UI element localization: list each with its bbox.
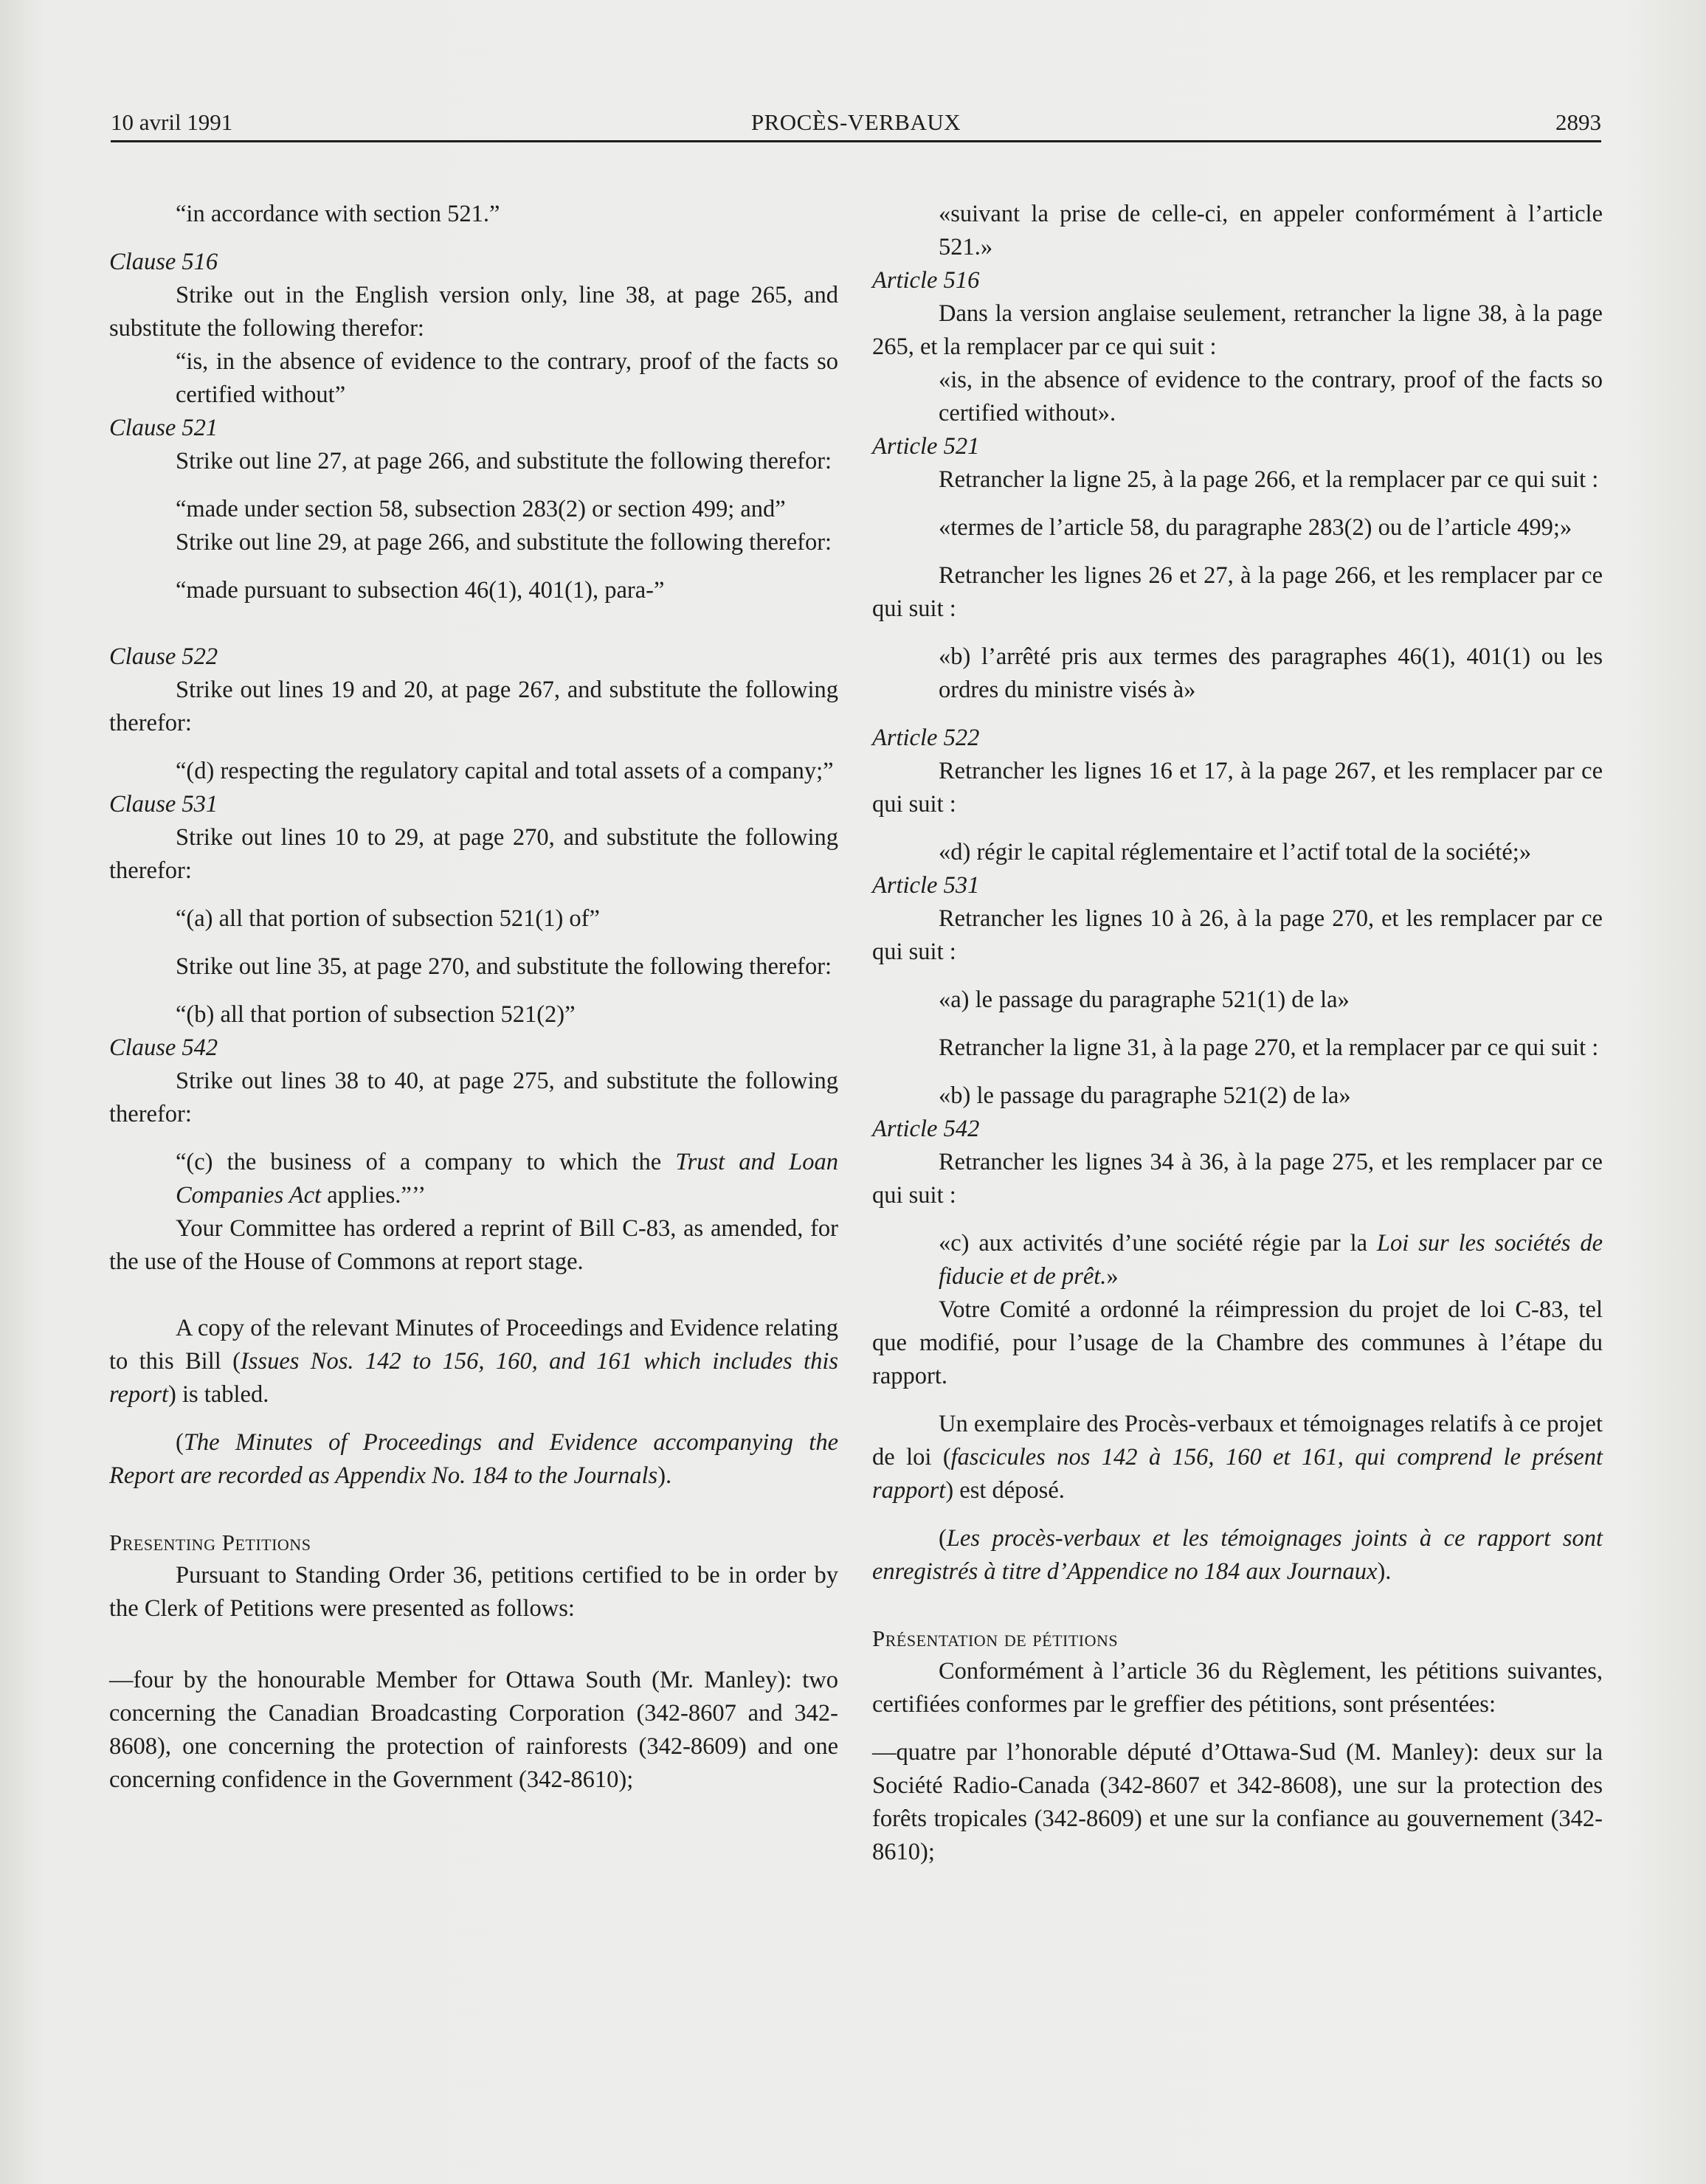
header-date: 10 avril 1991 [111, 109, 233, 135]
page-number: 2893 [1555, 109, 1601, 135]
clause-heading: Clause 542 [109, 1034, 218, 1061]
paragraph: Retrancher la ligne 25, à la page 266, et la remplacer par ce qui suit : [939, 466, 1599, 493]
paragraph: Conformément à l’article 36 du Règlement, les pétitions suivantes, certifiées conformes par le greffier des pétitions, sont présentées: [872, 1658, 1603, 1718]
clause-heading: Article 531 [872, 872, 980, 899]
paragraph: Strike out line 29, at page 266, and substitute the following therefor: [176, 529, 832, 556]
french-column [872, 198, 1603, 1869]
quote-text: «a) le passage du paragraphe 521(1) de la» [939, 986, 1350, 1013]
english-column [109, 198, 838, 1797]
quote-text: “(a) all that portion of subsection 521(1) of” [176, 905, 600, 932]
clause-heading: Clause 521 [109, 415, 218, 441]
paragraph: Strike out lines 10 to 29, at page 270, and substitute the following therefor: [109, 824, 838, 884]
paragraph: Retrancher la ligne 31, à la page 270, et la remplacer par ce qui suit : [939, 1034, 1599, 1061]
clause-heading: Article 542 [872, 1116, 980, 1142]
paragraph: Retrancher les lignes 34 à 36, à la page 275, et les remplacer par ce qui suit : [872, 1149, 1603, 1209]
paragraph: Strike out line 35, at page 270, and substitute the following therefor: [176, 953, 832, 980]
clause-heading: Article 521 [872, 433, 980, 460]
paragraph: A copy of the relevant Minutes of Proceedings and Evidence relating to this Bill (Issues Nos. 142 to 156, 160, and 161 which includes this report) is tabled. [109, 1315, 838, 1408]
quote-text: «suivant la prise de celle-ci, en appeler conformément à l’article 521.» [939, 201, 1603, 260]
paragraph: Retrancher les lignes 10 à 26, à la page 270, et les remplacer par ce qui suit : [872, 905, 1603, 965]
paragraph: Dans la version anglaise seulement, retrancher la ligne 38, à la page 265, et la remplacer par ce qui suit : [872, 300, 1603, 360]
clause-heading: Clause 516 [109, 249, 218, 275]
petition-item: —four by the honourable Member for Ottawa South (Mr. Manley): two concerning the Canadian Broadcasting Corporation (342-8607 and 342-8608), one concerning the protection of rainforests (342-8609) and one concerning confidence in the Government (342-8610); [109, 1667, 838, 1793]
paragraph: Your Committee has ordered a reprint of Bill C-83, as amended, for the use of the House of Commons at report stage. [109, 1215, 838, 1275]
quote-text: «b) le passage du paragraphe 521(2) de la» [939, 1082, 1351, 1109]
paragraph: (Les procès-verbaux et les témoignages joints à ce rapport sont enregistrés à titre d’Appendice no 184 aux Journaux). [872, 1525, 1603, 1585]
quote-text: “made pursuant to subsection 46(1), 401(1), para-” [176, 577, 665, 604]
page-header [111, 103, 1601, 142]
quote-text: «is, in the absence of evidence to the contrary, proof of the facts so certified without». [939, 367, 1603, 426]
petition-item: —quatre par l’honorable député d’Ottawa-Sud (M. Manley): deux sur la Société Radio-Canada (342-8607 et 342-8608), une sur la protection des forêts tropicales (342-8609) et une sur la confiance au gouvernement (342-8610); [872, 1739, 1603, 1865]
paragraph: Retrancher les lignes 16 et 17, à la page 267, et les remplacer par ce qui suit : [872, 758, 1603, 818]
clause-heading: Clause 531 [109, 791, 218, 818]
quote-text: «d) régir le capital réglementaire et l’actif total de la société;» [939, 839, 1532, 865]
section-heading: Presenting Petitions [109, 1530, 311, 1555]
paragraph: Un exemplaire des Procès-verbaux et témoignages relatifs à ce projet de loi (fascicules nos 142 à 156, 160 et 161, qui comprend le présent rapport) est déposé. [872, 1411, 1603, 1504]
quote-text: “(c) the business of a company to which the Trust and Loan Companies Act applies.”’’ [176, 1149, 838, 1209]
paragraph: Pursuant to Standing Order 36, petitions certified to be in order by the Clerk of Petitions were presented as follows: [109, 1562, 838, 1622]
clause-heading: Article 522 [872, 725, 980, 751]
paragraph: Strike out in the English version only, line 38, at page 265, and substitute the following therefor: [109, 282, 838, 342]
quote-text: “(d) respecting the regulatory capital and total assets of a company;” [176, 758, 834, 784]
quote-text: “is, in the absence of evidence to the contrary, proof of the facts so certified without” [176, 348, 838, 408]
quote-text: «c) aux activités d’une société régie par la Loi sur les sociétés de fiducie et de prêt.» [939, 1230, 1603, 1290]
paragraph: Votre Comité a ordonné la réimpression du projet de loi C-83, tel que modifié, pour l’usage de la Chambre des communes à l’étape du rapport. [872, 1296, 1603, 1389]
quote-text: “in accordance with section 521.” [176, 201, 500, 227]
clause-heading: Article 516 [872, 267, 980, 294]
quote-text: “(b) all that portion of subsection 521(2)” [176, 1001, 576, 1028]
paragraph: Strike out line 27, at page 266, and substitute the following therefor: [176, 448, 832, 474]
section-heading: Présentation de pétitions [872, 1625, 1119, 1651]
clause-heading: Clause 522 [109, 643, 218, 670]
header-title: PROCÈS-VERBAUX [750, 109, 961, 135]
paragraph: Retrancher les lignes 26 et 27, à la page 266, et les remplacer par ce qui suit : [872, 562, 1603, 622]
quote-text: «termes de l’article 58, du paragraphe 283(2) ou de l’article 499;» [939, 514, 1572, 541]
paragraph: Strike out lines 38 to 40, at page 275, and substitute the following therefor: [109, 1068, 838, 1127]
paragraph: Strike out lines 19 and 20, at page 267, and substitute the following therefor: [109, 677, 838, 736]
quote-text: «b) l’arrêté pris aux termes des paragraphes 46(1), 401(1) ou les ordres du ministre visés à» [939, 643, 1603, 703]
quote-text: “made under section 58, subsection 283(2) or section 499; and” [176, 496, 786, 522]
paragraph: (The Minutes of Proceedings and Evidence accompanying the Report are recorded as Appendix No. 184 to the Journals). [109, 1429, 838, 1489]
